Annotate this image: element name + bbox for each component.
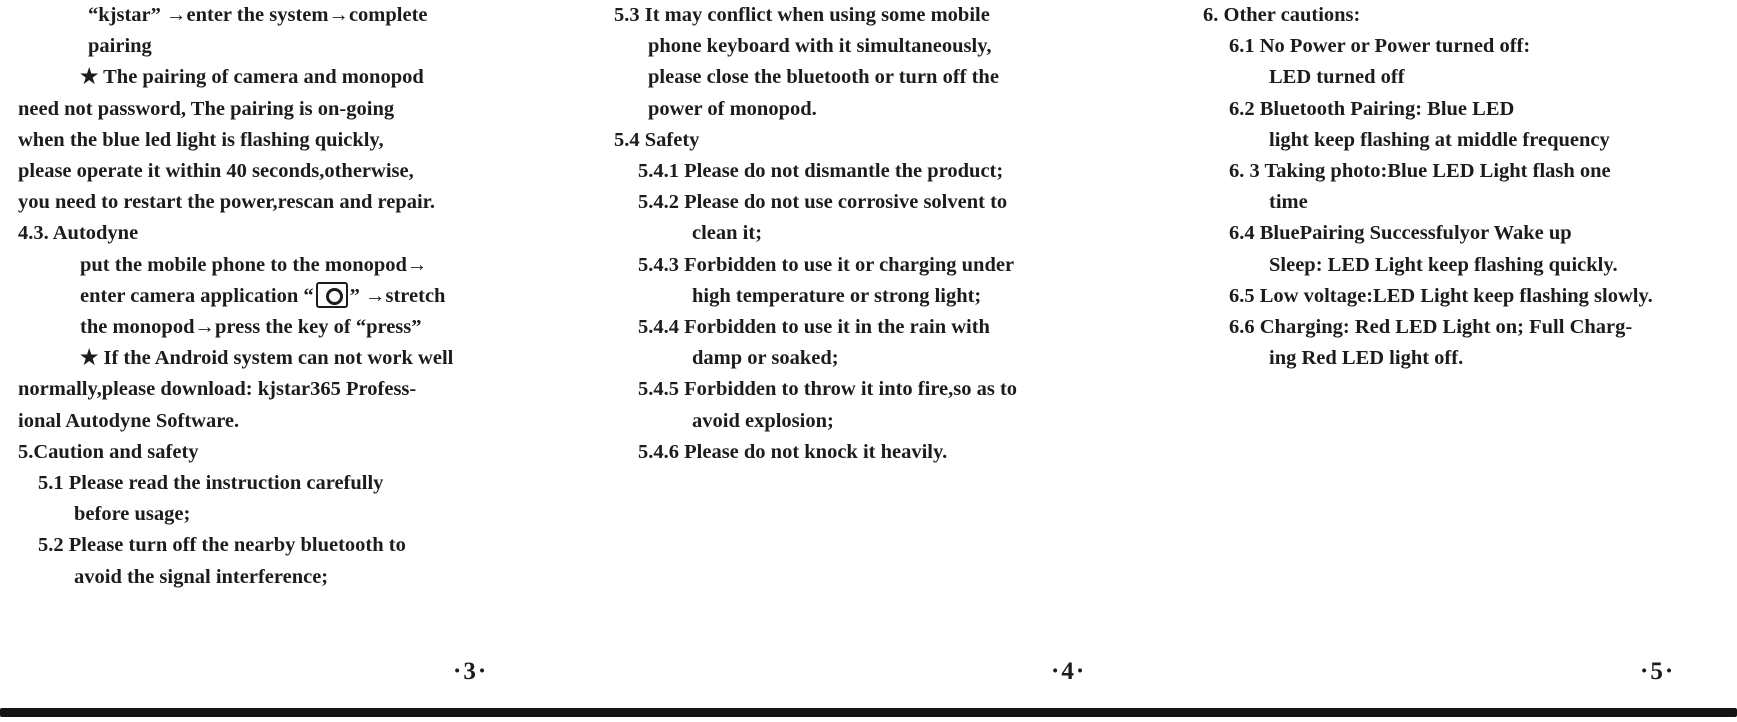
text-line: you need to restart the power,rescan and repair. <box>18 191 436 214</box>
text-line: “kjstar” →enter the system→complete <box>88 4 428 26</box>
text-line: 4.3. Autodyne <box>18 222 139 245</box>
text-line: 6.6 Charging: Red LED Light on; Full Charg- <box>1229 316 1633 339</box>
text-line: 5.2 Please turn off the nearby bluetooth to <box>38 534 406 557</box>
text-line: 5.4.2 Please do not use corrosive solvent to <box>638 191 1008 214</box>
text-line: 5.4.4 Forbidden to use it in the rain with <box>638 316 990 339</box>
text-line: ional Autodyne Software. <box>18 409 240 432</box>
text-line: high temperature or strong light; <box>692 284 982 307</box>
text-line: light keep flashing at middle frequency <box>1269 128 1610 151</box>
text-line: the monopod→press the key of “press” <box>80 316 422 339</box>
page-4-column <box>614 0 1134 468</box>
text-line: Sleep: LED Light keep flashing quickly. <box>1269 253 1618 276</box>
text-line: phone keyboard with it simultaneously, <box>648 35 992 58</box>
text-line: 5.Caution and safety <box>18 440 199 463</box>
page-number-5: ·5· <box>1640 658 1676 685</box>
page-number-4: ·4· <box>1051 658 1087 685</box>
text-line: 5.4 Safety <box>614 128 700 151</box>
text-line: ing Red LED light off. <box>1269 347 1464 370</box>
text-line: 6.1 No Power or Power turned off: <box>1229 35 1531 58</box>
text-line: 6.4 BluePairing Successfulyor Wake up <box>1229 222 1572 245</box>
text-line: 6.2 Bluetooth Pairing: Blue LED <box>1229 97 1515 120</box>
text-line: 5.4.3 Forbidden to use it or charging under <box>638 253 1015 276</box>
text-line: LED turned off <box>1269 66 1405 89</box>
text-line: put the mobile phone to the monopod→ <box>80 253 428 276</box>
text-line: please operate it within 40 seconds,otherwise, <box>18 160 414 183</box>
text-line: please close the bluetooth or turn off the <box>648 66 999 89</box>
text-line: time <box>1269 191 1308 214</box>
bottom-rule <box>0 708 1737 717</box>
page-number-3: ·3· <box>453 658 489 685</box>
text-line: 6.5 Low voltage:LED Light keep flashing slowly. <box>1229 284 1653 307</box>
text-line: avoid the signal interference; <box>74 565 329 588</box>
text-line: 5.1 Please read the instruction carefully <box>38 472 384 495</box>
text-line: enter camera application “ ” →stretch <box>18 281 523 312</box>
text-line: before usage; <box>74 503 191 526</box>
text-line: ★ The pairing of camera and monopod <box>80 66 424 89</box>
text-line: 6. Other cautions: <box>1203 4 1361 26</box>
text-line: 5.4.6 Please do not knock it heavily. <box>638 440 948 463</box>
page-5-column <box>1203 0 1723 374</box>
text-line: 5.3 It may conflict when using some mobile <box>614 4 990 26</box>
text-line: normally,please download: kjstar365 Profess- <box>18 378 417 401</box>
text-line: pairing <box>88 35 152 58</box>
text-line: 5.4.1 Please do not dismantle the product; <box>638 160 1004 183</box>
text-line: damp or soaked; <box>692 347 839 370</box>
text-line: 5.4.5 Forbidden to throw it into fire,so as to <box>638 378 1018 401</box>
text-line: power of monopod. <box>648 97 817 120</box>
text-line: need not password, The pairing is on-going <box>18 97 395 120</box>
page-3-column <box>18 0 523 593</box>
text-line: clean it; <box>692 222 763 245</box>
camera-icon <box>316 282 348 308</box>
text-line: when the blue led light is flashing quickly, <box>18 128 384 151</box>
text-line: avoid explosion; <box>692 409 834 432</box>
text-line: ★ If the Android system can not work well <box>80 347 454 370</box>
text-line: 6. 3 Taking photo:Blue LED Light flash one <box>1229 160 1611 183</box>
